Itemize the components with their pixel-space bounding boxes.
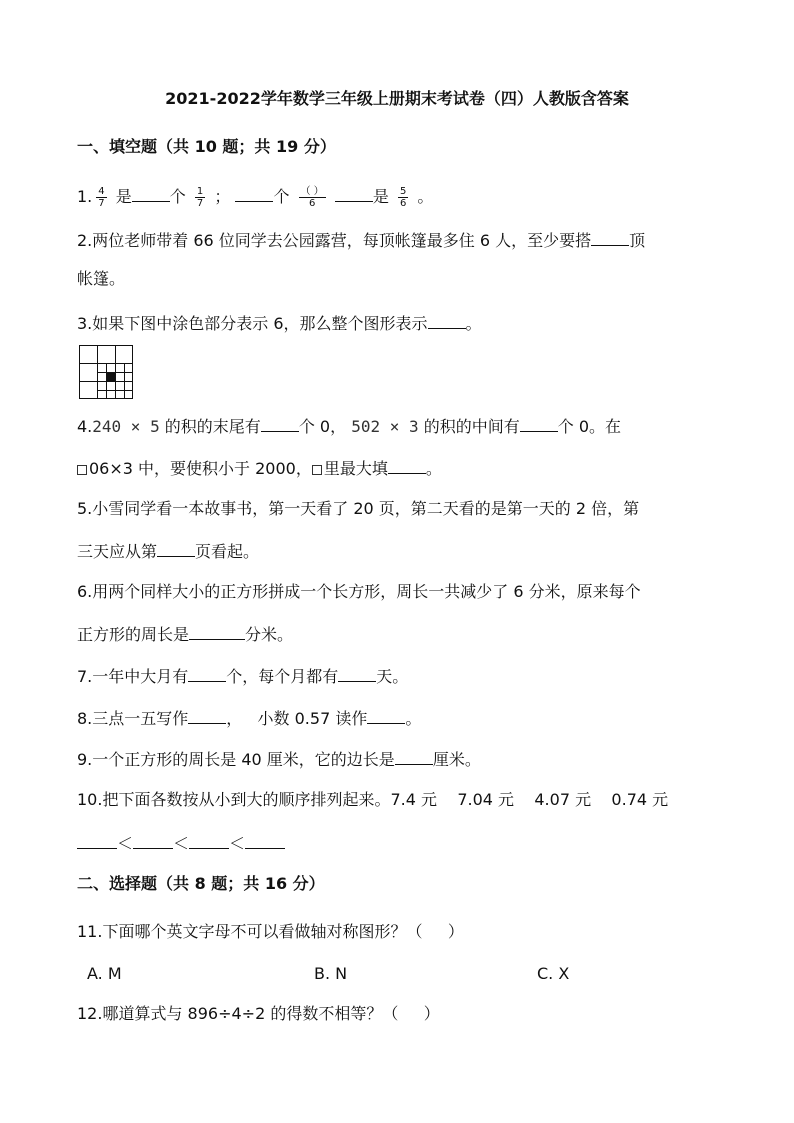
box-placeholder-icon — [312, 465, 322, 475]
question-7: 7.一年中大月有 个，每个月都有 天。 — [77, 664, 408, 688]
expression-240x5: 240 × 5 — [92, 417, 160, 436]
section-fill-in: 一、填空题（共 10 题；共 19 分） — [77, 137, 336, 156]
question-3: 3.如果下图中涂色部分表示 6，那么整个图形表示 。 — [77, 311, 482, 335]
question-1: 1. $\frac{4}{7}$ 是 个 $\frac{1}{7}$ ； 个 $\frac{( )}{6}$ 是 $\frac{5}{6}$ 。 — [77, 186, 434, 209]
option-b[interactable]: B. N — [314, 964, 348, 983]
question-4: 4.240 × 5 的积的末尾有 个 0， 502 × 3 的积的中间有 个 0。在 — [77, 414, 621, 438]
section-multiple-choice: 二、选择题（共 8 题；共 16 分） — [77, 874, 325, 893]
answer-blank[interactable] — [188, 706, 226, 724]
answer-blank[interactable] — [77, 831, 117, 849]
option-c[interactable]: C. X — [537, 964, 570, 983]
question-8: 8.三点一五写作 ， 小数 0.57 读作 。 — [77, 706, 421, 730]
answer-blank[interactable] — [428, 311, 466, 329]
fraction-1-7: $\frac{1}{7}$ — [196, 186, 204, 209]
shaded-cell — [106, 372, 115, 381]
fraction-blank-6: $\frac{( )}{6}$ — [300, 186, 324, 209]
answer-blank[interactable] — [388, 456, 426, 474]
question-6: 6.用两个同样大小的正方形拼成一个长方形，周长一共减少了 6 分米，原来每个 — [77, 582, 641, 601]
question-9: 9.一个正方形的周长是 40 厘米，它的边长是 厘米。 — [77, 747, 481, 771]
question-number: 1. — [77, 187, 93, 206]
answer-blank[interactable] — [338, 664, 376, 682]
question-2-cont: 帐篷。 — [77, 269, 126, 288]
answer-blank[interactable] — [261, 414, 299, 432]
question-10: 10.把下面各数按从小到大的顺序排列起来。7.4 元 7.04 元 4.07 元 0.74 元 — [77, 790, 669, 809]
question-6-cont: 正方形的周长是 分米。 — [77, 622, 293, 646]
question-12: 12.哪道算式与 896÷4÷2 的得数不相等？（ ） — [77, 1004, 440, 1023]
answer-blank[interactable] — [189, 831, 229, 849]
page-title: 2021-2022学年数学三年级上册期末考试卷（四）人教版含答案 — [165, 89, 629, 108]
option-a[interactable]: A. M — [87, 964, 122, 983]
expression-502x3: 502 × 3 — [351, 417, 419, 436]
answer-blank[interactable] — [335, 184, 373, 202]
fraction-4-7: $\frac{4}{7}$ — [98, 186, 105, 209]
answer-blank[interactable] — [157, 539, 195, 557]
question-10-answer: ＜ ＜ ＜ — [77, 831, 285, 855]
question-5: 5.小雪同学看一本故事书，第一天看了 20 页，第二天看的是第一天的 2 倍，第 — [77, 499, 640, 518]
answer-blank[interactable] — [235, 184, 273, 202]
answer-blank[interactable] — [395, 747, 433, 765]
answer-blank[interactable] — [520, 414, 558, 432]
answer-blank[interactable] — [189, 622, 245, 640]
question-2: 2.两位老师带着 66 位同学去公园露营，每顶帐篷最多住 6 人，至少要搭 顶 — [77, 228, 645, 252]
answer-blank[interactable] — [245, 831, 285, 849]
shaded-grid-figure — [79, 345, 133, 399]
answer-blank[interactable] — [188, 664, 226, 682]
fraction-5-6: $\frac{5}{6}$ — [399, 186, 407, 209]
answer-blank[interactable] — [591, 228, 629, 246]
answer-blank[interactable] — [133, 831, 173, 849]
answer-blank[interactable] — [132, 184, 170, 202]
question-5-cont: 三天应从第 页看起。 — [77, 539, 259, 563]
question-11: 11.下面哪个英文字母不可以看做轴对称图形？（ ） — [77, 922, 464, 941]
box-placeholder-icon — [77, 465, 87, 475]
answer-blank[interactable] — [367, 706, 405, 724]
question-4-cont: 06×3 中，要使积小于 2000， 里最大填 。 — [77, 456, 442, 480]
